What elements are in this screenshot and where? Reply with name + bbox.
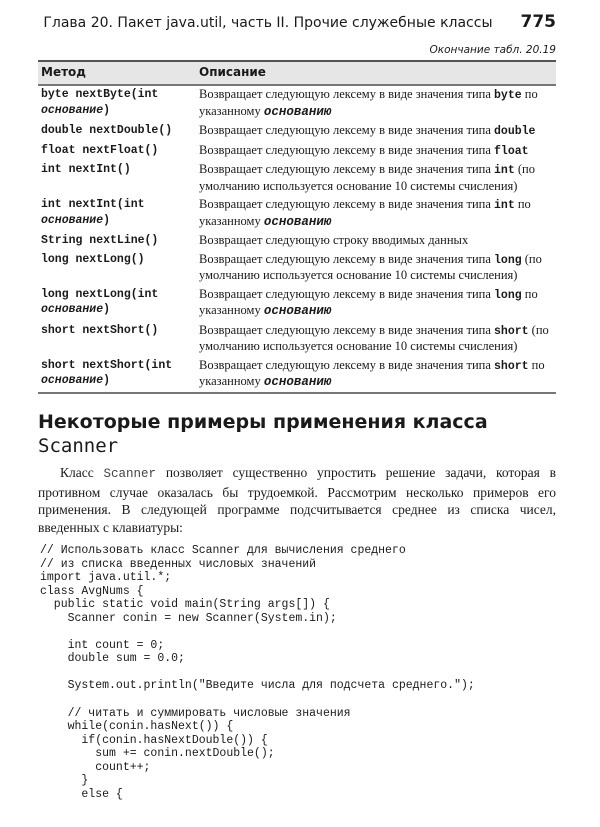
desc-param: основанию [263,104,332,119]
desc-type: long [494,253,522,267]
desc-text: Возвращает следующую лексему в виде значения типа [199,322,495,337]
desc-text-post: (по умолчанию используется основание 10 системы счисления) [199,162,535,193]
description-cell [196,250,556,285]
method-end: ) [103,213,111,227]
intro-paragraph [38,464,556,536]
desc-type: double [494,125,536,138]
method-cell [38,285,196,321]
method-signature: float nextFloat() [41,143,159,157]
method-param: основание [41,103,104,117]
method-cell [38,321,196,356]
method-signature: long nextLong() [41,252,145,266]
method-param: основание [41,213,104,227]
method-signature: short nextShort() [41,323,159,337]
method-cell [38,232,196,251]
method-cell [38,196,196,232]
desc-param: основанию [263,304,332,318]
table-row [38,122,556,142]
method-signature: int nextInt(int [41,198,145,211]
desc-text: Возвращает следующую строку вводимых данных [199,233,469,247]
method-signature: int nextInt() [41,163,131,176]
description-cell [196,141,556,161]
description-cell [196,161,556,196]
table-continuation-label: Окончание табл. 20.19 [429,44,556,56]
method-param: основание [41,303,104,316]
heading-code: Scanner [38,435,119,457]
table-row [38,232,556,251]
desc-type: int [494,164,515,177]
methods-table [38,60,556,394]
desc-text-mid: по указанному [199,87,538,118]
running-title: Глава 20. Пакет java.util, часть II. Прочие служебные классы [43,15,493,31]
method-end: ) [103,103,111,117]
table-row [38,321,556,356]
para-code: Scanner [103,467,157,481]
table-row [38,161,556,196]
table-row [38,285,556,321]
method-cell [38,250,196,285]
method-cell [38,141,196,161]
table-row [38,196,556,232]
running-header [38,12,556,33]
method-cell [38,161,196,196]
page-number: 775 [520,12,556,32]
desc-text: Возвращает следующую лексему в виде значения типа [199,123,495,137]
desc-text: Возвращает следующую лексему в виде значения типа [199,87,495,101]
method-signature: double nextDouble() [41,124,173,137]
desc-type: float [494,144,529,158]
desc-param: основанию [263,214,332,229]
desc-type: byte [494,89,522,102]
desc-text: Возвращает следующую лексему в виде значения типа [199,251,495,266]
desc-text-mid: по указанному [199,357,545,388]
method-signature: byte nextByte(int [41,88,159,101]
description-cell [196,285,556,321]
code-listing: // Использовать класс Scanner для вычисления среднего // из списка введенных числовых значений import java.util.*; class AvgNums { public static void main(String args[]) { Scanner conin = new Scanner(System.in); int count = 0; double sum = 0.0; System.out.println("Введите числа для подсчета среднего."); // читать и суммировать числовые значения while(conin.hasNext()) { if(conin.hasNextDouble()) { sum += conin.nextDouble(); count++; } else { [40,544,475,801]
desc-type: short [494,324,529,338]
section-heading [38,410,556,458]
desc-text-mid: по указанному [199,286,538,317]
table-row [38,141,556,161]
method-signature: String nextLine() [41,234,159,247]
method-cell [38,85,196,122]
desc-text-post: (по умолчанию используется основание 10 системы счисления) [199,251,542,282]
column-header-method: Метод [38,61,196,85]
heading-text: Некоторые примеры применения класса [38,411,488,433]
method-param: основание [41,374,104,387]
method-signature: long nextLong(int [41,287,159,301]
description-cell [196,356,556,393]
table-row [38,356,556,393]
method-cell [38,356,196,393]
table-row [38,250,556,285]
description-cell [196,122,556,142]
method-end: ) [103,303,111,316]
desc-text-post: (по умолчанию используется основание 10 системы счисления) [199,322,549,353]
table-row [38,85,556,122]
desc-text: Возвращает следующую лексему в виде значения типа [199,142,495,157]
desc-text: Возвращает следующую лексему в виде значения типа [199,197,495,211]
desc-text: Возвращает следующую лексему в виде значения типа [199,357,495,372]
method-cell [38,122,196,142]
desc-param: основанию [263,375,332,389]
desc-type: int [494,199,515,212]
para-text: Класс [60,465,104,480]
method-signature: short nextShort(int [41,358,173,372]
desc-type: long [494,288,522,302]
para-text-rest: позволяет существенно упростить решение задачи, которая в противном случае оказалась бы трудоемкой. Рассмотрим несколько примеров его применения. В следующей программе подсчитывается среднее из списка чисел, введенных с клавиатуры: [38,465,557,535]
desc-type: short [494,359,529,373]
desc-text-mid: по указанному [199,197,531,228]
description-cell [196,321,556,356]
desc-text: Возвращает следующую лексему в виде значения типа [199,286,495,301]
column-header-description: Описание [196,61,556,85]
description-cell [196,85,556,122]
method-end: ) [103,374,111,387]
desc-text: Возвращает следующую лексему в виде значения типа [199,162,495,176]
description-cell [196,196,556,232]
description-cell [196,232,556,251]
